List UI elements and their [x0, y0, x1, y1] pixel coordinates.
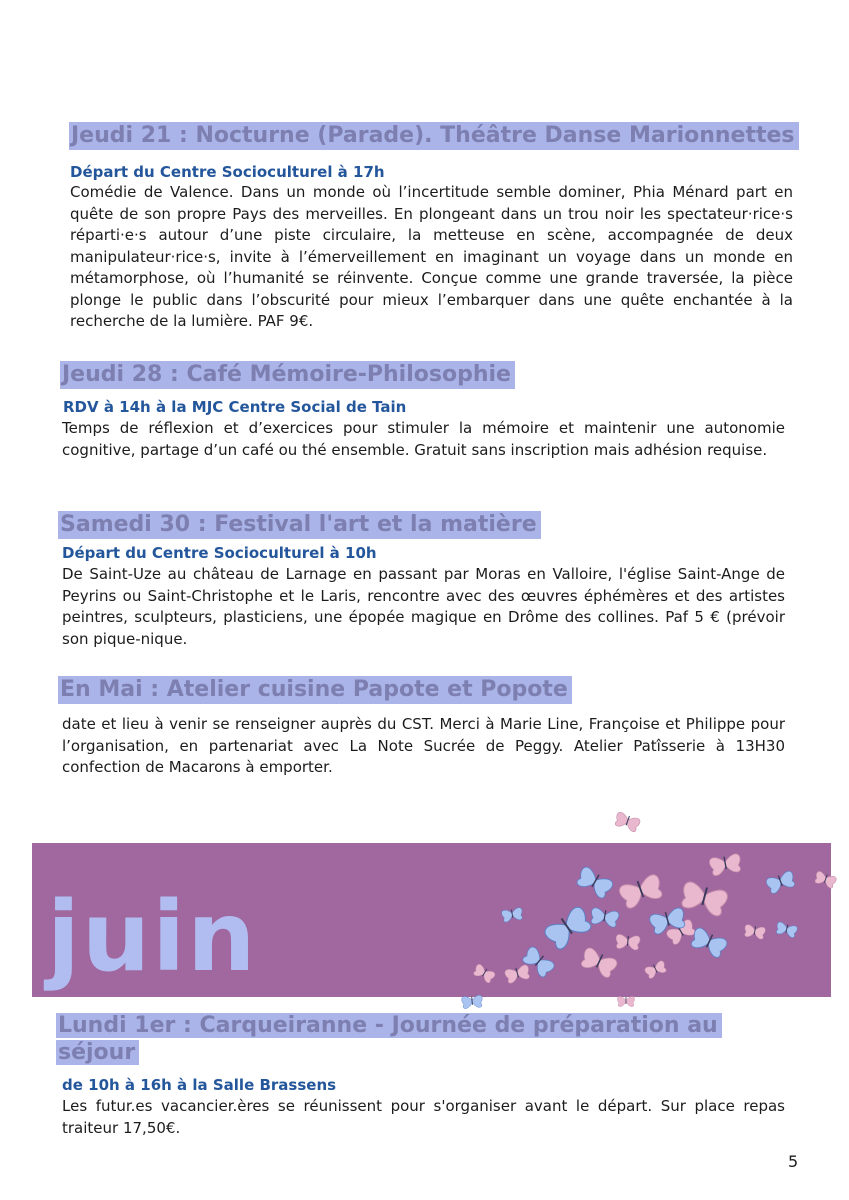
event-heading-jeudi-21: Jeudi 21 : Nocturne (Parade). Théâtre Danse Marionnettes	[69, 122, 799, 150]
event-subhead-jeudi-28: RDV à 14h à la MJC Centre Social de Tain	[63, 398, 407, 416]
event-heading-samedi-30: Samedi 30 : Festival l'art et la matière	[58, 511, 541, 539]
page-number: 5	[788, 1152, 799, 1171]
event-body-jeudi-28: Temps de réflexion et d’exercices pour stimuler la mémoire et maintenir une autonomie cognitive, partage d’un café ou thé ensemble. Gratuit sans inscription mais adhésion requise.	[62, 419, 785, 459]
month-label-juin: juin	[47, 881, 258, 993]
event-subhead-jeudi-21: Départ du Centre Socioculturel à 17h	[70, 163, 385, 181]
event-body-samedi-30: De Saint-Uze au château de Larnage en passant par Moras en Valloire, l'église Saint-Ange de Peyrins ou Saint-Christophe et le Laris, rencontre avec des œuvres éphémères et des artistes peintres, sculpteurs, plasticiens, une épopée magique en Drôme des collines. Paf 5 € (prévoir son pique-nique.	[62, 565, 785, 648]
event-body-jeudi-21: Comédie de Valence. Dans un monde où l’incertitude semble dominer, Phia Ménard part en quête de son propre Pays des merveilles. En plongeant dans un trou noir les spectateur·rice·s réparti·e·s autour d’une piste circulaire, la metteuse en scène, accompagnée de deux manipulateur·rice·s, invite à l’émerveillement en imaginant un voyage dans un monde en métamorphose, où l’humanité se réinvente. Conçue comme une grande traversée, la pièce plonge le public dans l’obscurité pour mieux l’embarquer dans une quête enchantée à la recherche de la lumière. PAF 9€.	[70, 183, 793, 330]
event-subhead-lundi-1er: de 10h à 16h à la Salle Brassens	[62, 1076, 337, 1094]
event-heading-lundi-1er	[56, 1012, 722, 1066]
event-body-en-mai: date et lieu à venir se renseigner auprès du CST. Merci à Marie Line, Françoise et Philippe pour l’organisation, en partenariat avec La Note Sucrée de Peggy. Atelier Patîsserie à 13H30 confection de Macarons à emporter.	[62, 715, 785, 776]
event-body-lundi-1er: Les futur.es vacancier.ères se réunissent pour s'organiser avant le départ. Sur place repas traiteur 17,50€.	[62, 1097, 785, 1137]
event-heading-en-mai: En Mai : Atelier cuisine Papote et Popote	[58, 676, 572, 704]
event-heading-lundi-1er-line2: séjour	[56, 1040, 139, 1065]
event-heading-lundi-1er-line1: Lundi 1er : Carqueiranne - Journée de préparation au	[56, 1013, 722, 1038]
event-heading-jeudi-28: Jeudi 28 : Café Mémoire-Philosophie	[60, 361, 515, 389]
event-subhead-samedi-30: Départ du Centre Socioculturel à 10h	[62, 544, 377, 562]
